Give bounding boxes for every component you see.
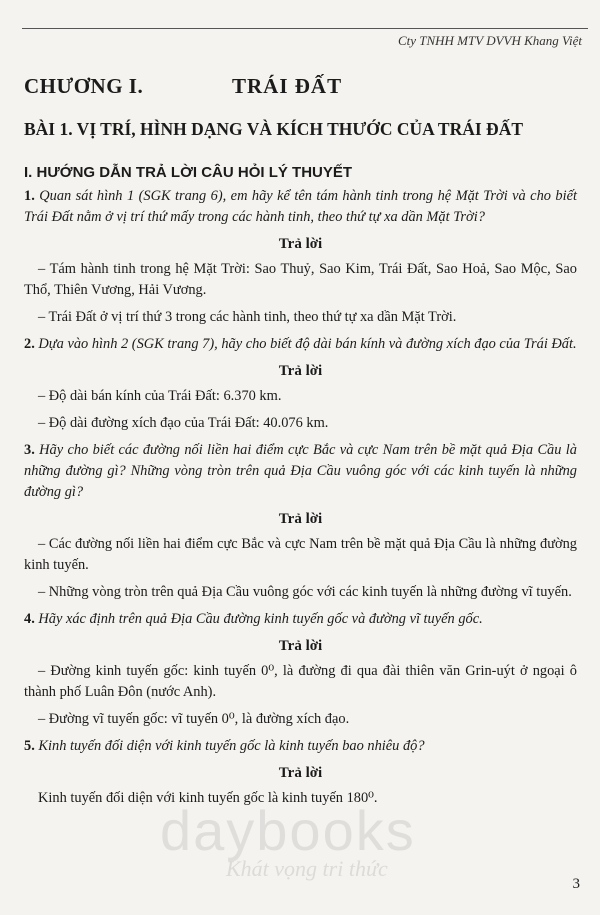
header-rule [22,28,588,29]
answer-item: – Độ dài đường xích đạo của Trái Đất: 40.076 km. [38,415,329,431]
answer-item: – Những vòng tròn trên quả Địa Cầu vuông góc với các kinh tuyến là những đường vĩ tuyến. [38,584,572,600]
chapter-label: CHƯƠNG I. [24,74,144,98]
answer-heading: Trả lời [278,236,323,252]
watermark-slogan: Khát vọng tri thức [226,856,388,881]
question-block [24,440,577,603]
question-block [24,334,577,434]
answer-item: – Trái Đất ở vị trí thứ 3 trong các hành tinh, theo thứ tự xa dần Mặt Trời. [38,309,457,325]
answer-heading: Trả lời [278,511,323,527]
answer-item: – Tám hành tinh trong hệ Mặt Trời: Sao Thuỷ, Sao Kim, Trái Đất, Sao Hoả, Sao Mộc, Sao Thổ, Thiên Vương, Hải Vương. [24,261,577,298]
question-text: 4. Hãy xác định trên quả Địa Cầu đường kinh tuyến gốc và đường vĩ tuyến gốc. [24,611,483,627]
answer-heading: Trả lời [278,765,323,781]
question-block [24,186,577,328]
lesson-title: BÀI 1. VỊ TRÍ, HÌNH DẠNG VÀ KÍCH THƯỚC CỦA TRÁI ĐẤT [24,119,523,139]
question-text: 1. Quan sát hình 1 (SGK trang 6), em hãy kể tên tám hành tinh trong hệ Mặt Trời và cho biết Trái Đất nằm ở vị trí thứ mấy trong các hành tinh, theo thứ tự xa dần Mặt Trời? [24,188,577,225]
answer-item: – Độ dài bán kính của Trái Đất: 6.370 km. [38,388,282,404]
question-text: 2. Dựa vào hình 2 (SGK trang 7), hãy cho biết độ dài bán kính và đường xích đạo của Trái Đất. [24,336,577,352]
watermark-brand: daybooks [160,799,416,862]
answer-heading: Trả lời [278,363,323,379]
chapter-title: TRÁI ĐẤT [232,74,343,98]
answer-item: – Các đường nối liền hai điểm cực Bắc và cực Nam trên bề mặt quả Địa Cầu là những đường kinh tuyến. [24,536,577,573]
page-number: 3 [572,876,580,892]
section-title: I. HƯỚNG DẪN TRẢ LỜI CÂU HỎI LÝ THUYẾT [24,164,353,181]
answer-heading: Trả lời [278,638,323,654]
answer-item: Kinh tuyến đối diện với kinh tuyến gốc là kinh tuyến 180⁰. [38,790,378,806]
question-list [24,186,577,809]
question-block [24,609,577,730]
answer-item: – Đường kinh tuyến gốc: kinh tuyến 0⁰, là đường đi qua đài thiên văn Grin-uýt ở ngoại ô thành phố Luân Đôn (nước Anh). [24,663,577,700]
answer-item: – Đường vĩ tuyến gốc: vĩ tuyến 0⁰, là đường xích đạo. [38,711,350,727]
publisher-header: Cty TNHH MTV DVVH Khang Việt [397,33,582,48]
question-text: 3. Hãy cho biết các đường nối liền hai điểm cực Bắc và cực Nam trên bề mặt quả Địa Cầu là những đường gì? Những vòng tròn trên quả Địa Cầu vuông góc với các kinh tuyến là những đường gì? [24,442,577,500]
question-text: 5. Kinh tuyến đối diện với kinh tuyến gốc là kinh tuyến bao nhiêu độ? [24,738,425,754]
